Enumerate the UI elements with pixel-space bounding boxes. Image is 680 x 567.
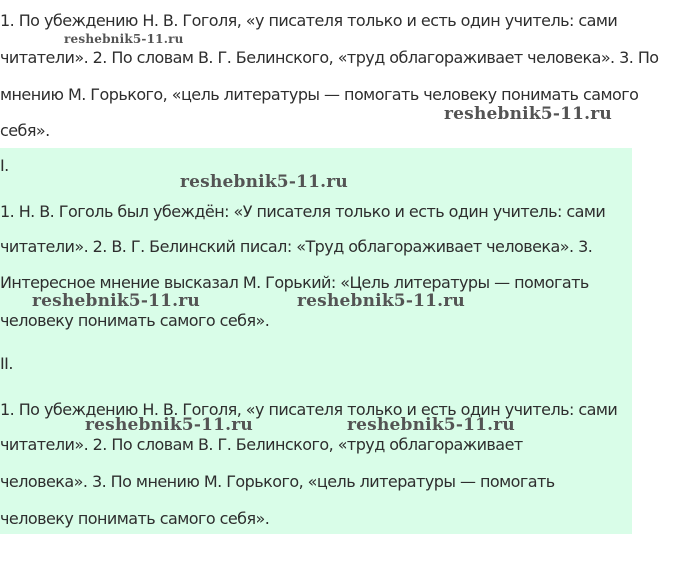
section-one-line-3: Интересное мнение высказал М. Горький: «Цель литературы — помогать [0,273,589,292]
watermark: reshebnik5-11.ru [347,415,515,435]
top-paragraph-line-2: читатели». 2. По словам В. Г. Белинского, «труд облагораживает человека». 3. По [0,48,659,67]
section-two-line-3: человека». 3. По мнению М. Горького, «цель литературы — помогать [0,472,555,491]
section-one-heading: I. [0,156,9,175]
section-two-line-1: 1. По убеждению Н. В. Гоголя, «у писателя только и есть один учитель: сами [0,400,618,419]
watermark: reshebnik5-11.ru [297,291,465,311]
section-one-line-1: 1. Н. В. Гоголь был убеждён: «У писателя только и есть один учитель: сами [0,202,606,221]
watermark: reshebnik5-11.ru [32,291,200,311]
top-paragraph-line-4: себя». [0,121,50,140]
watermark: reshebnik5-11.ru [180,172,348,192]
section-two-line-2: читатели». 2. По словам В. Г. Белинского, «труд облагораживает [0,435,523,454]
section-two-line-4: человеку понимать самого себя». [0,509,270,528]
top-paragraph-line-3: мнению М. Горького, «цель литературы — помогать человеку понимать самого [0,85,639,104]
section-one-line-4: человеку понимать самого себя». [0,311,270,330]
section-one-line-2: читатели». 2. В. Г. Белинский писал: «Труд облагораживает человека». 3. [0,237,593,256]
top-paragraph-line-1: 1. По убеждению Н. В. Гоголя, «у писателя только и есть один учитель: сами [0,11,618,30]
watermark: reshebnik5-11.ru [64,32,184,46]
watermark: reshebnik5-11.ru [85,415,253,435]
watermark: reshebnik5-11.ru [444,104,612,124]
section-two-heading: II. [0,354,13,373]
